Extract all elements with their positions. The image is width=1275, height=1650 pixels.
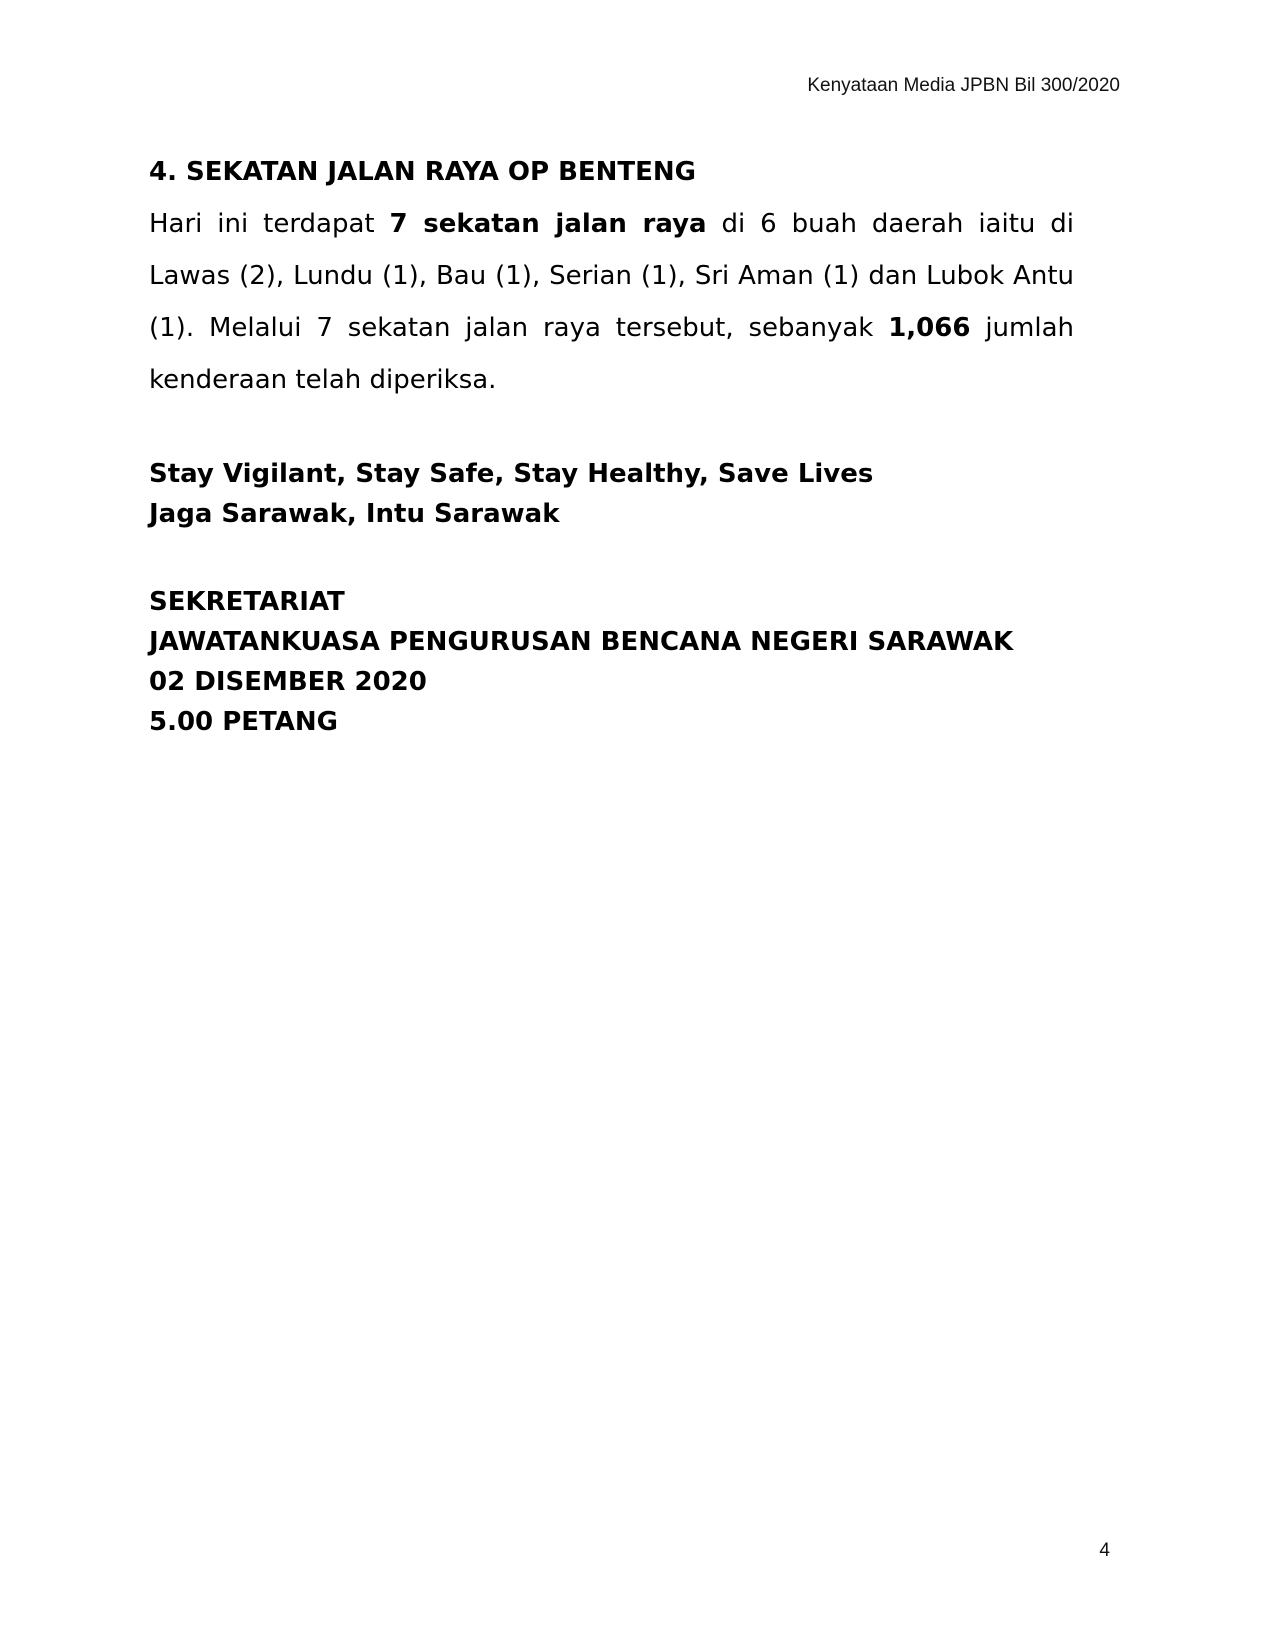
slogan-line: Stay Vigilant, Stay Safe, Stay Healthy, Save Lives	[149, 459, 874, 489]
vehicles-count-bold: 1,066	[888, 313, 971, 343]
page-number: 4	[1099, 1540, 1110, 1561]
paragraph-text-3: jumlah kenderaan telah diperiksa.	[149, 313, 1075, 395]
paragraph-text-1: Hari ini terdapat	[149, 209, 390, 239]
signature-committee: JAWATANKUASA PENGURUSAN BENCANA NEGERI SARAWAK	[149, 627, 1014, 657]
road-blocks-count-bold: 7 sekatan jalan raya	[389, 209, 707, 239]
section-heading: 4. SEKATAN JALAN RAYA OP BENTENG	[149, 157, 697, 187]
page-header: Kenyataan Media JPBN Bil 300/2020	[807, 75, 1120, 96]
section-paragraph	[149, 198, 1074, 406]
signature-block	[149, 582, 1074, 742]
slogan-line: Jaga Sarawak, Intu Sarawak	[149, 499, 560, 529]
signature-secretariat: SEKRETARIAT	[149, 587, 345, 617]
signature-time: 5.00 PETANG	[149, 707, 338, 737]
signature-date: 02 DISEMBER 2020	[149, 667, 427, 697]
document-body	[149, 152, 1074, 742]
slogans	[149, 454, 1074, 534]
paragraph-text-2: di 6 buah daerah iaitu di Lawas (2), Lundu (1), Bau (1), Serian (1), Sri Aman (1) dan Lubok Antu (1). Melalui 7 sekatan jalan raya tersebut, sebanyak	[149, 209, 1074, 343]
